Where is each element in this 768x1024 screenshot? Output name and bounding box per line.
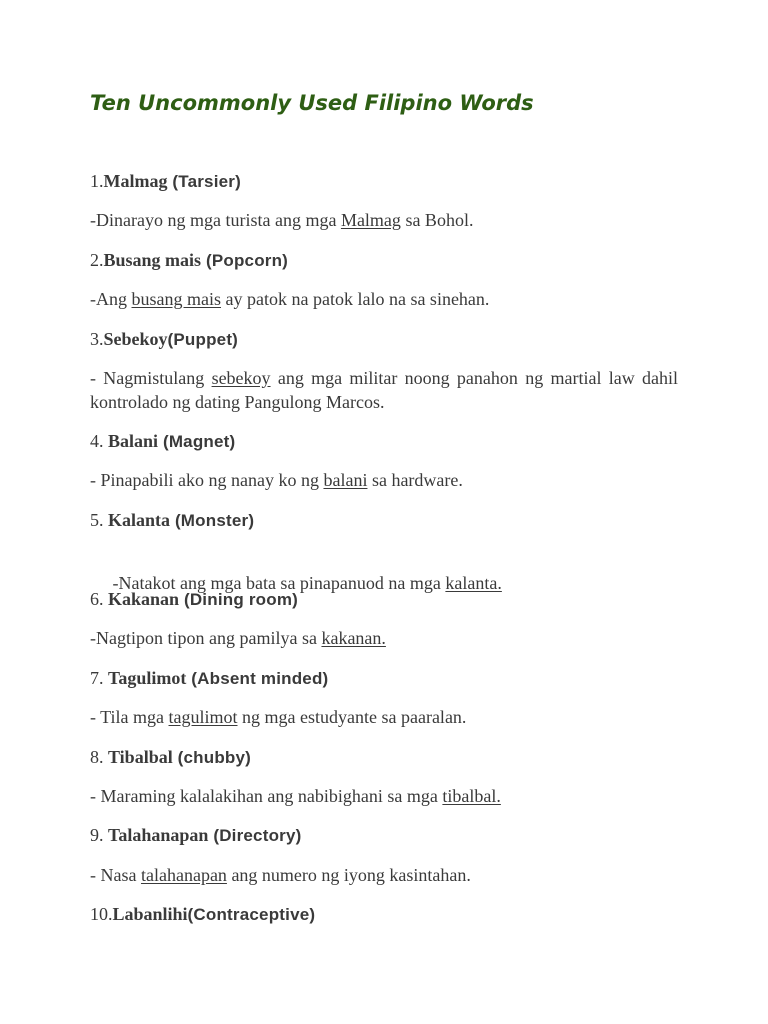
- example-text: -Nagtipon tipon ang pamilya sa: [90, 628, 322, 648]
- example-text: sa hardware.: [367, 470, 463, 490]
- example-highlight: talahanapan: [140, 865, 227, 885]
- example-text: - Maraming kalalakihan ang nabibighani sa mga: [90, 786, 443, 806]
- entry-word: Busang mais: [103, 250, 202, 270]
- entry-heading-10: [90, 903, 315, 926]
- example-text: - Pinapabili ako ng nanay ko ng: [90, 470, 324, 490]
- entry-heading-9: [90, 824, 302, 847]
- entry-heading-7: [90, 667, 328, 690]
- entry-example-2: [90, 287, 678, 311]
- entry-word: Kakanan: [108, 589, 180, 609]
- entry-example-7: [90, 705, 678, 729]
- entry-word: Tagulimot: [108, 668, 187, 688]
- entry-example-6: [90, 626, 678, 650]
- entry-number: 3.: [90, 329, 104, 349]
- entry-example-9: [90, 863, 678, 887]
- example-text: - Tila mga: [90, 707, 169, 727]
- entry-word: Malmag: [103, 171, 168, 191]
- entry-word: Sebekoy: [103, 329, 168, 349]
- entry-translation: (Tarsier): [167, 172, 241, 191]
- entry-number: 9.: [90, 825, 108, 845]
- entry-translation: (Contraceptive): [187, 905, 316, 924]
- example-highlight: Malmag: [340, 210, 401, 230]
- entry-heading-2: [90, 249, 288, 272]
- entry-translation: (Monster): [170, 511, 255, 530]
- entry-number: 5.: [90, 510, 108, 530]
- example-highlight: sebekoy: [211, 368, 271, 388]
- example-highlight: busang mais: [131, 289, 221, 309]
- example-highlight: tagulimot: [168, 707, 238, 727]
- entry-example-8: [90, 784, 678, 808]
- entry-number: 2.: [90, 250, 104, 270]
- entry-word: Balani: [108, 431, 159, 451]
- page-title: Ten Uncommonly Used Filipino Words: [90, 91, 534, 115]
- entry-number: 8.: [90, 747, 108, 767]
- example-text: -Ang: [90, 289, 132, 309]
- entry-example-3: [90, 366, 678, 414]
- example-text: - Nagmistulang: [90, 368, 212, 388]
- entry-number: 1.: [90, 171, 104, 191]
- entry-number: 6.: [90, 589, 108, 609]
- entry-word: Kalanta: [108, 510, 171, 530]
- example-text: ang numero ng iyong kasintahan.: [226, 865, 471, 885]
- example-text: - Nasa: [90, 865, 141, 885]
- entry-word: Tibalbal: [108, 747, 173, 767]
- example-highlight: kakanan.: [321, 628, 386, 648]
- example-text: ay patok na patok lalo na sa sinehan.: [221, 289, 490, 309]
- example-highlight: kalanta.: [445, 573, 502, 593]
- example-text: -Dinarayo ng mga turista ang mga: [90, 210, 341, 230]
- entry-translation: (Magnet): [158, 432, 236, 451]
- entry-heading-6: [90, 588, 298, 611]
- entry-number: 7.: [90, 668, 108, 688]
- entry-heading-5: [90, 509, 254, 532]
- entry-number: 10.: [90, 904, 113, 924]
- entry-word: Labanlihi: [112, 904, 188, 924]
- entry-translation: (Directory): [208, 826, 302, 845]
- entry-word: Talahanapan: [108, 825, 209, 845]
- entry-translation: (Dining room): [179, 590, 298, 609]
- entry-example-4: [90, 468, 678, 492]
- entry-heading-1: [90, 170, 241, 193]
- entry-heading-3: [90, 328, 238, 351]
- entry-translation: (Popcorn): [201, 251, 289, 270]
- entry-number: 4.: [90, 431, 108, 451]
- entry-translation: (chubby): [172, 748, 252, 767]
- entry-heading-4: [90, 430, 235, 453]
- entry-translation: (Puppet): [167, 330, 239, 349]
- example-text: ng mga estudyante sa paaralan.: [237, 707, 467, 727]
- entry-heading-8: [90, 746, 251, 769]
- example-text: ang mga militar noong panahon ng martial law dahil kontrolado ng dating Pangulong Marcos.: [90, 368, 679, 412]
- entry-translation: (Absent minded): [186, 669, 329, 688]
- example-highlight: balani: [323, 470, 368, 490]
- example-highlight: tibalbal.: [442, 786, 501, 806]
- entry-example-1: [90, 208, 678, 232]
- example-text: sa Bohol.: [400, 210, 474, 230]
- example-text: -Natakot ang mga bata sa pinapanuod na mga: [108, 573, 446, 593]
